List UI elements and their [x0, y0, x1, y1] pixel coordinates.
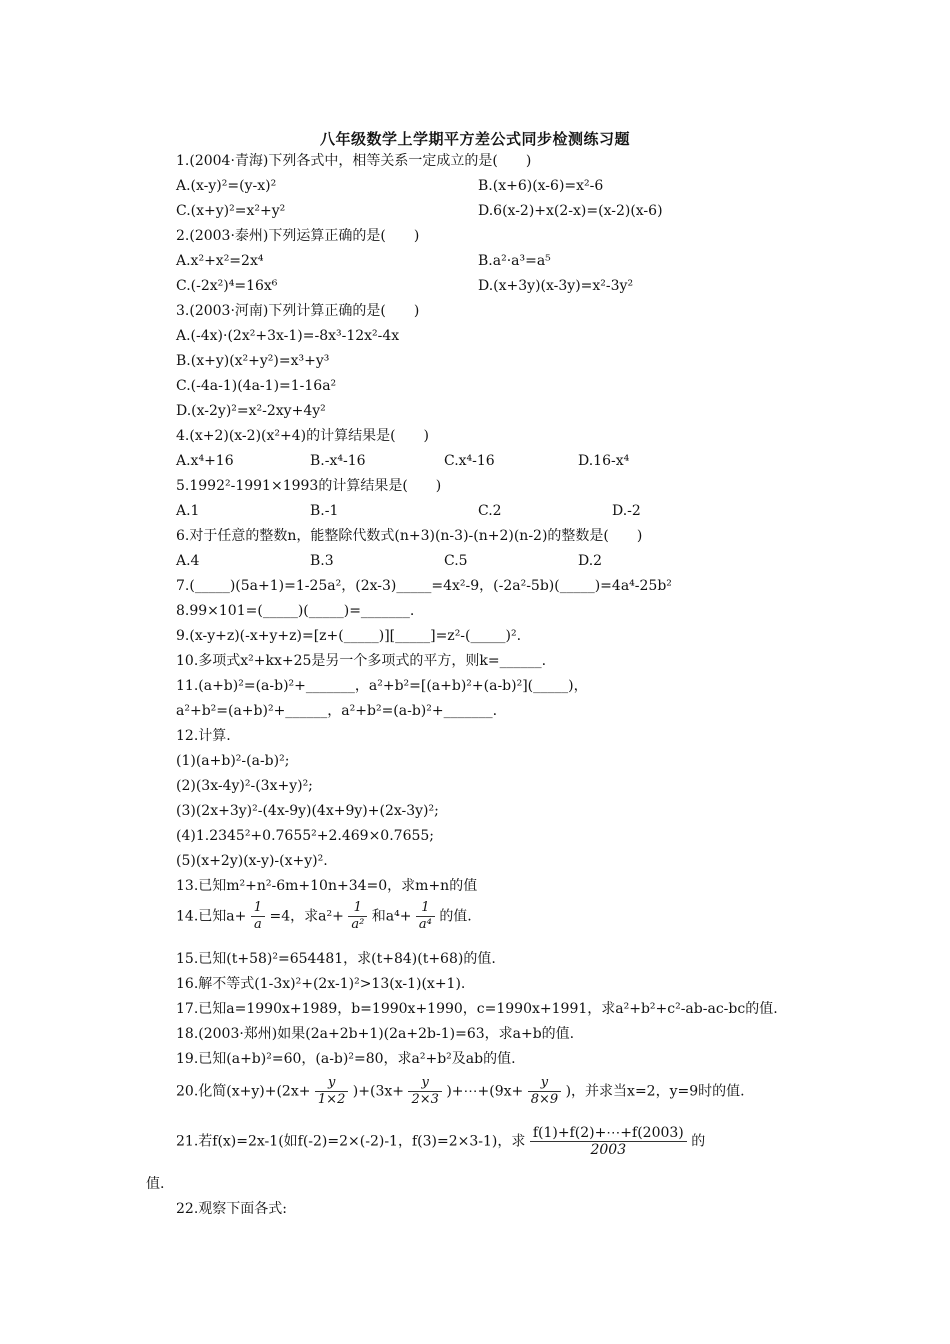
question-17: 17.已知a=1990x+1989，b=1990x+1990，c=1990x+1991，求a²+b²+c²-ab-ac-bc的值.	[176, 1001, 778, 1017]
question-16: 16.解不等式(1-3x)²+(2x-1)²>13(x-1)(x+1).	[176, 976, 466, 992]
q3-option-d: D.(x-2y)²=x²-2xy+4y²	[176, 403, 326, 419]
q3-option-c: C.(-4a-1)(4a-1)=1-16a²	[176, 378, 337, 394]
q2-option-b: B.a²·a³=a⁵	[478, 253, 551, 269]
question-22: 22.观察下面各式:	[176, 1201, 287, 1217]
q20-text-2: )+(3x+	[352, 1083, 404, 1100]
q5-option-c: C.2	[478, 503, 502, 519]
q5-option-d: D.-2	[612, 503, 641, 519]
q20-text-1: 20.化简(x+y)+(2x+	[176, 1083, 311, 1100]
q6-option-c: C.5	[444, 553, 468, 569]
q21-text-2: 的	[691, 1133, 706, 1150]
q12-part-5: (5)(x+2y)(x-y)-(x+y)².	[176, 853, 328, 869]
q4-option-a: A.x⁴+16	[176, 453, 234, 469]
q20-text-3: )+⋯+(9x+	[446, 1083, 524, 1100]
question-11-line-2: a²+b²=(a+b)²+______，a²+b²=(a-b)²+_______.	[176, 703, 498, 719]
question-6: 6.对于任意的整数n，能整除代数式(n+3)(n-3)-(n+2)(n-2)的整数是( )	[176, 528, 643, 544]
q21-text-1: 21.若f(x)=2x-1(如f(-2)=2×(-2)-1，f(3)=2×3-1)，求	[176, 1133, 526, 1150]
q1-option-c: C.(x+y)²=x²+y²	[176, 203, 286, 219]
q6-option-b: B.3	[310, 553, 334, 569]
question-5: 5.1992²-1991×1993的计算结果是( )	[176, 478, 442, 494]
q3-option-b: B.(x+y)(x²+y²)=x³+y³	[176, 353, 330, 369]
q14-text-3: 和a⁴+	[371, 908, 412, 925]
question-15: 15.已知(t+58)²=654481，求(t+84)(t+68)的值.	[176, 951, 496, 967]
q5-option-a: A.1	[176, 503, 200, 519]
q4-option-b: B.-x⁴-16	[310, 453, 366, 469]
question-19: 19.已知(a+b)²=60，(a-b)²=80，求a²+b²及ab的值.	[176, 1051, 516, 1067]
q4-option-d: D.16-x⁴	[578, 453, 630, 469]
q1-option-d: D.6(x-2)+x(2-x)=(x-2)(x-6)	[478, 203, 663, 219]
q21-fraction: $\frac{f(1)+f(2)+\cdots+f(2003)}{2003}$	[530, 1125, 687, 1158]
q4-option-c: C.x⁴-16	[444, 453, 495, 469]
q1-option-b: B.(x+6)(x-6)=x²-6	[478, 178, 604, 194]
question-2: 2.(2003·泰州)下列运算正确的是( )	[176, 228, 420, 244]
question-7: 7.(_____)(5a+1)=1-25a²，(2x-3)_____=4x²-9，(-2a²-5b)(_____)=4a⁴-25b²	[176, 578, 672, 594]
q1-option-a: A.(x-y)²=(y-x)²	[176, 178, 277, 194]
q2-option-d: D.(x+3y)(x-3y)=x²-3y²	[478, 278, 634, 294]
q21-continuation: 值.	[146, 1176, 165, 1192]
question-14	[176, 900, 472, 933]
q14-text-2: =4，求a²+	[269, 908, 344, 925]
q12-part-2: (2)(3x-4y)²-(3x+y)²;	[176, 778, 313, 794]
question-20	[176, 1075, 745, 1108]
q6-option-d: D.2	[578, 553, 603, 569]
q14-fraction-2: $\frac{1}{\text{a²}}$	[348, 900, 367, 933]
q14-fraction-1: $\frac{1}{a}$	[251, 900, 265, 933]
q20-fraction-1: $\frac{y}{1\times 2}$	[315, 1075, 348, 1108]
q20-fraction-3: $\frac{y}{8\times 9}$	[528, 1075, 561, 1108]
q12-part-3: (3)(2x+3y)²-(4x-9y)(4x+9y)+(2x-3y)²;	[176, 803, 439, 819]
question-10: 10.多项式x²+kx+25是另一个多项式的平方，则k=______.	[176, 653, 547, 669]
question-9: 9.(x-y+z)(-x+y+z)=[z+(_____)][_____]=z²-(_____)².	[176, 628, 522, 644]
question-18: 18.(2003·郑州)如果(2a+2b+1)(2a+2b-1)=63，求a+b的值.	[176, 1026, 575, 1042]
q12-part-1: (1)(a+b)²-(a-b)²;	[176, 753, 290, 769]
question-1: 1.(2004·青海)下列各式中，相等关系一定成立的是( )	[176, 153, 532, 169]
question-4: 4.(x+2)(x-2)(x²+4)的计算结果是( )	[176, 428, 430, 444]
question-13: 13.已知m²+n²-6m+10n+34=0，求m+n的值	[176, 878, 478, 894]
q20-fraction-2: $\frac{y}{2\times 3}$	[408, 1075, 441, 1108]
question-11-line-1: 11.(a+b)²=(a-b)²+_______，a²+b²=[(a+b)²+(a-b)²](_____)，	[176, 678, 588, 694]
q6-option-a: A.4	[176, 553, 200, 569]
q2-option-a: A.x²+x²=2x⁴	[176, 253, 264, 269]
q3-option-a: A.(-4x)·(2x²+3x-1)=-8x³-12x²-4x	[176, 328, 400, 344]
q2-option-c: C.(-2x²)⁴=16x⁶	[176, 278, 278, 294]
page-title: 八年级数学上学期平方差公式同步检测练习题	[319, 130, 630, 148]
question-3: 3.(2003·河南)下列计算正确的是( )	[176, 303, 420, 319]
q14-text-1: 14.已知a+	[176, 908, 247, 925]
q20-text-4: )，并求当x=2，y=9时的值.	[565, 1083, 745, 1100]
question-12: 12.计算.	[176, 728, 231, 744]
q12-part-4: (4)1.2345²+0.7655²+2.469×0.7655;	[176, 828, 435, 844]
question-8: 8.99×101=(_____)(_____)=_______.	[176, 603, 415, 619]
q14-fraction-3: $\frac{1}{\text{a⁴}}$	[416, 900, 435, 933]
q5-option-b: B.-1	[310, 503, 339, 519]
question-21	[176, 1125, 705, 1158]
q14-text-4: 的值.	[439, 908, 472, 925]
